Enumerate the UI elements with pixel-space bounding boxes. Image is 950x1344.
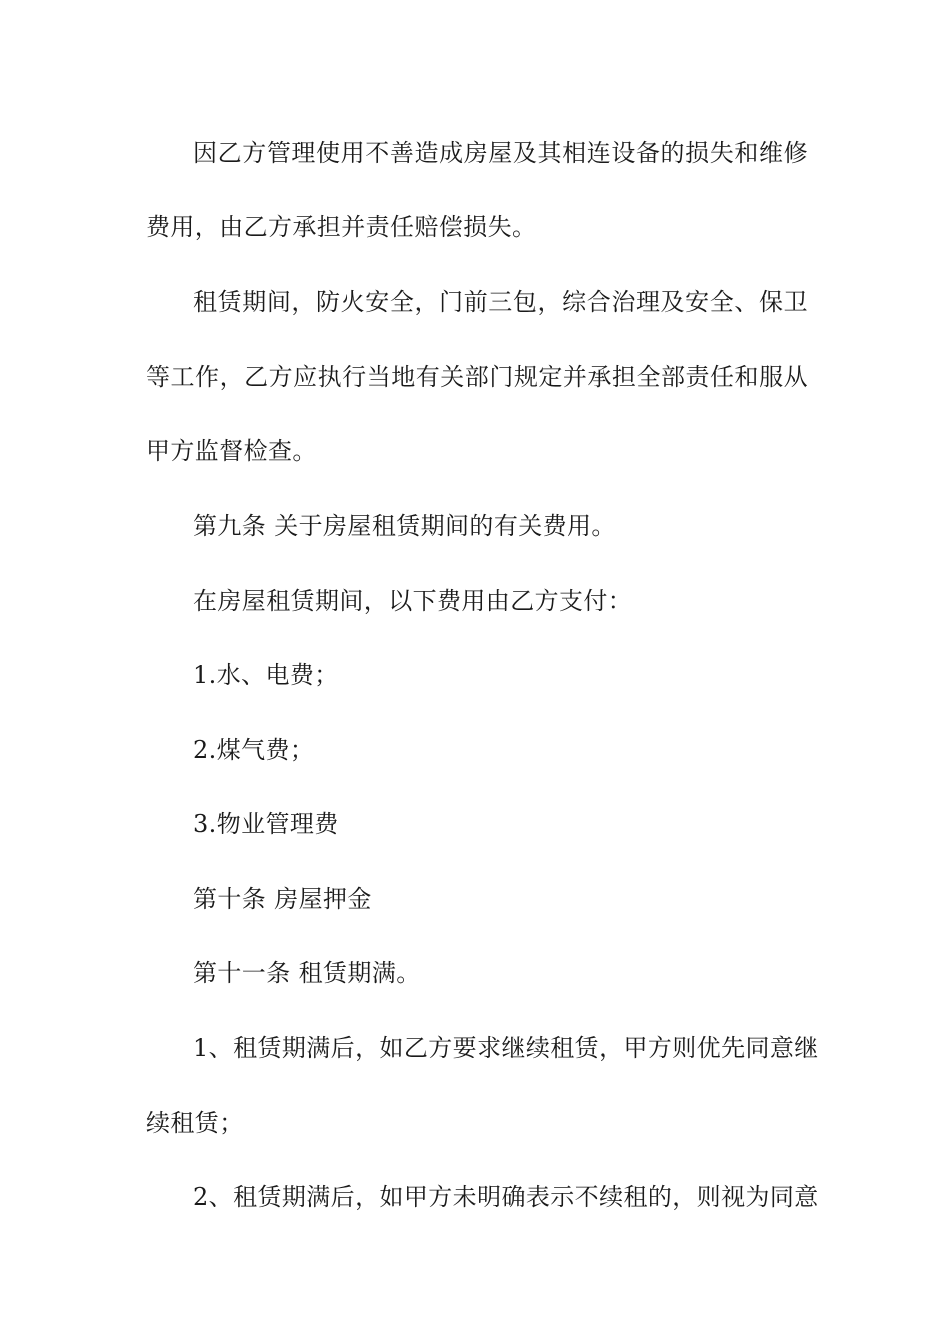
text-line: 甲方监督检查。 <box>146 437 317 465</box>
list-item: 3.物业管理费 <box>193 810 339 838</box>
text-line: 租赁期间，防火安全，门前三包，综合治理及安全、保卫 <box>193 288 808 316</box>
text-line: 续租赁； <box>146 1109 244 1137</box>
section-heading: 第十条 房屋押金 <box>193 885 372 913</box>
list-item: 2、租赁期满后，如甲方未明确表示不续租的，则视为同意 <box>193 1183 819 1211</box>
text-line: 因乙方管理使用不善造成房屋及其相连设备的损失和维修 <box>193 139 808 167</box>
text-line: 在房屋租赁期间，以下费用由乙方支付： <box>193 587 633 615</box>
section-heading: 第九条 关于房屋租赁期间的有关费用。 <box>193 512 616 540</box>
section-heading: 第十一条 租赁期满。 <box>193 959 421 987</box>
list-item: 1、租赁期满后，如乙方要求继续租赁，甲方则优先同意继 <box>193 1034 819 1062</box>
list-item: 1.水、电费； <box>193 661 339 689</box>
text-line: 等工作，乙方应执行当地有关部门规定并承担全部责任和服从 <box>146 363 808 391</box>
list-item: 2.煤气费； <box>193 736 315 764</box>
text-line: 费用，由乙方承担并责任赔偿损失。 <box>146 213 537 241</box>
